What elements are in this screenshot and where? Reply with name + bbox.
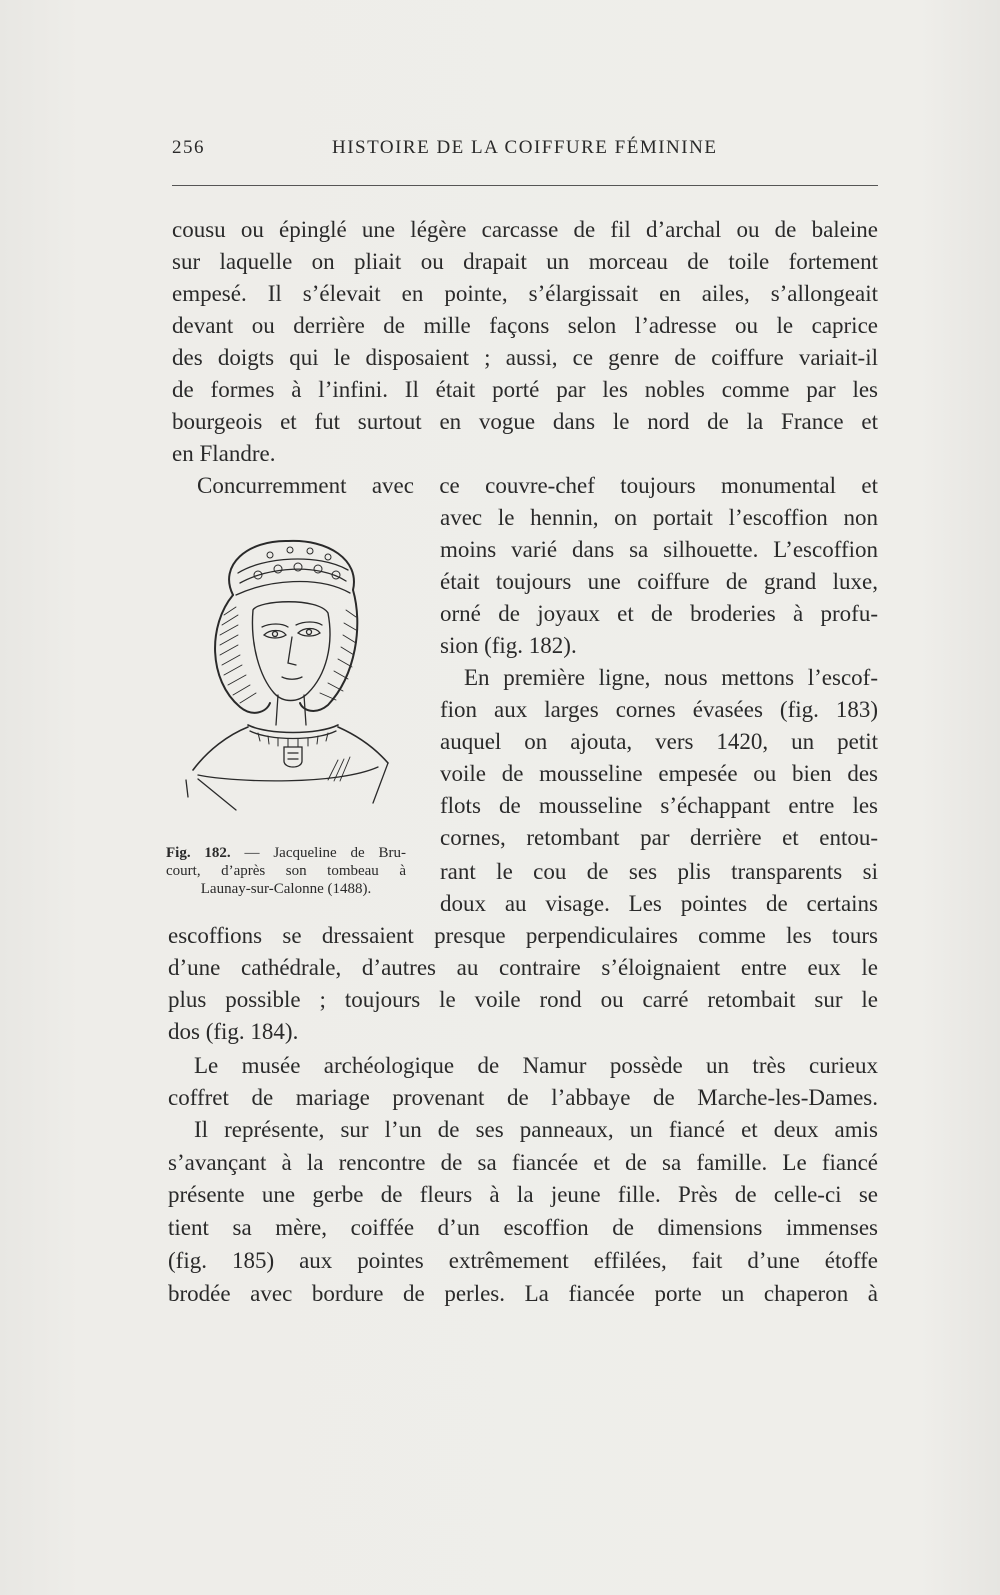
text-line: était toujours une coiffure de grand luxe, bbox=[440, 569, 878, 594]
running-header bbox=[172, 137, 878, 169]
text-line: s’avançant à la rencontre de sa fiancée et de sa famille. Le fiancé bbox=[168, 1150, 878, 1175]
text-line: orné de joyaux et de broderies à profu- bbox=[440, 601, 878, 626]
text-line: cousu ou épinglé une légère carcasse de fil d’archal ou de baleine bbox=[172, 217, 878, 242]
caption-text: Launay-sur-Calonne (1488). bbox=[200, 881, 372, 897]
text-line: cornes, retombant par derrière et entou- bbox=[440, 825, 878, 850]
text-line: flots de mousseline s’échappant entre les bbox=[440, 793, 878, 818]
header-rule bbox=[172, 185, 878, 186]
figure-182-illustration bbox=[178, 535, 400, 835]
text-line: empesé. Il s’élevait en pointe, s’élargissait en ailes, s’allongeait bbox=[172, 281, 878, 306]
text-line: présente une gerbe de fleurs à la jeune fille. Près de celle-ci se bbox=[168, 1182, 878, 1207]
text-line: voile de mousseline empesée ou bien des bbox=[440, 761, 878, 786]
text-line: tient sa mère, coiffée d’un escoffion de dimensions immenses bbox=[168, 1215, 878, 1240]
text-line: d’une cathédrale, d’autres au contraire s’éloignaient entre eux le bbox=[168, 955, 878, 980]
text-line: bourgeois et fut surtout en vogue dans le nord de la France et bbox=[172, 409, 878, 434]
text-line: (fig. 185) aux pointes extrêmement effilées, fait d’une étoffe bbox=[168, 1248, 878, 1273]
page-number: 256 bbox=[172, 137, 205, 158]
text-line: brodée avec bordure de perles. La fiancée porte un chaperon à bbox=[168, 1281, 878, 1306]
text-line: avec le hennin, on portait l’escoffion non bbox=[440, 505, 878, 530]
text-line: dos (fig. 184). bbox=[168, 1019, 299, 1044]
text-line: en Flandre. bbox=[172, 441, 276, 466]
text-line: de formes à l’infini. Il était porté par les nobles comme par les bbox=[172, 377, 878, 402]
text-line: Le musée archéologique de Namur possède un très curieux bbox=[194, 1053, 878, 1078]
text-line: des doigts qui le disposaient ; aussi, ce genre de coiffure variait-il bbox=[172, 345, 878, 370]
text-line: auquel on ajouta, vers 1420, un petit bbox=[440, 729, 878, 754]
text-line: En première ligne, nous mettons l’escof- bbox=[464, 665, 878, 690]
text-line: Concurremment avec ce couvre-chef toujours monumental et bbox=[197, 473, 878, 498]
text-line: plus possible ; toujours le voile rond ou carré retombait sur le bbox=[168, 987, 878, 1012]
text-line: doux au visage. Les pointes de certains bbox=[440, 891, 878, 916]
caption-text: court, d’après son tombeau à bbox=[166, 863, 406, 879]
text-line: sion (fig. 182). bbox=[440, 633, 577, 658]
caption-text: — Jacqueline de Bru- bbox=[230, 845, 406, 861]
figure-caption bbox=[166, 844, 406, 898]
text-line: moins varié dans sa silhouette. L’escoffion bbox=[440, 537, 878, 562]
text-line: escoffions se dressaient presque perpendiculaires comme les tours bbox=[168, 923, 878, 948]
figure-label: Fig. 182. bbox=[166, 845, 231, 861]
text-line: Il représente, sur l’un de ses panneaux, un fiancé et deux amis bbox=[194, 1117, 878, 1142]
text-line: rant le cou de ses plis transparents si bbox=[440, 859, 878, 884]
running-title: HISTOIRE DE LA COIFFURE FÉMININE bbox=[332, 137, 718, 158]
text-line: sur laquelle on pliait ou drapait un morceau de toile fortement bbox=[172, 249, 878, 274]
text-line: fion aux larges cornes évasées (fig. 183) bbox=[440, 697, 878, 722]
text-line: devant ou derrière de mille façons selon l’adresse ou le caprice bbox=[172, 313, 878, 338]
text-line: coffret de mariage provenant de l’abbaye de Marche-les-Dames. bbox=[168, 1085, 878, 1110]
